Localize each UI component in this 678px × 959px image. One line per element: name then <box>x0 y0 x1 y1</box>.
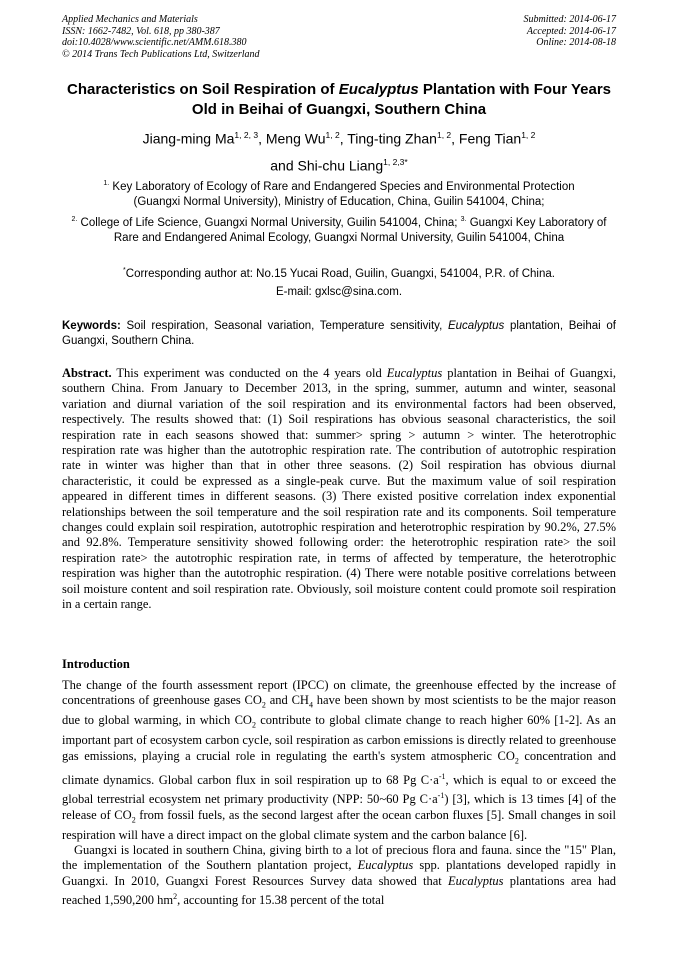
abstract-italic: Eucalyptus <box>386 366 443 380</box>
intro-p1-sup2: -1 <box>437 791 445 801</box>
author-3-sup: 1, 2 <box>436 130 452 140</box>
intro-p1-sub3: 2 <box>251 720 256 730</box>
intro-p1-d: contribute to global climate change to reach higher 60% [1-2]. As an important part of ecosystem carbon cycle, soil respiration as carbon emissions is directly related to greenhouse gas emissions, playing a crucial role in regulating the earth's system atmospheric CO <box>62 713 616 763</box>
intro-p2-b: spp. plantations developed rapidly in Guangxi. In 2010, Guangxi Forest Resources Survey data showed that <box>62 858 616 888</box>
journal-header <box>62 14 260 60</box>
abstract-block <box>62 366 616 613</box>
author-3: , Ting-ting Zhan <box>339 130 437 147</box>
submitted-date: Submitted: 2014-06-17 <box>523 14 616 25</box>
doi-line: doi:10.4028/www.scientific.net/AMM.618.380 <box>62 37 247 48</box>
intro-p2-italic-1: Eucalyptus <box>357 858 414 873</box>
keywords-text-1: Soil respiration, Seasonal variation, Temperature sensitivity, <box>120 320 448 332</box>
keywords-text-2: plantation, Beihai of Guangxi, Southern China. <box>62 320 617 347</box>
intro-p1-sub4: 2 <box>514 756 519 766</box>
intro-p1-h: from fossil fuels, as the second largest after the ocean carbon fluxes [5]. Small changes in soil respiration will have a direct impact on the global climate system and the carbon balance [6]. <box>62 807 616 842</box>
copyright-line: © 2014 Trans Tech Publications Ltd, Switzerland <box>62 48 260 60</box>
intro-p2-italic-2: Eucalyptus <box>448 873 504 888</box>
journal-name: Applied Mechanics and Materials <box>62 14 198 25</box>
affiliation-3-text: Guangxi Key Laboratory of Rare and Endangered Animal Ecology, Guangxi Normal University, Guilin 541004, China <box>113 216 607 244</box>
affiliation-2-3 <box>62 212 616 246</box>
author-1: Jiang-ming Ma <box>142 130 235 147</box>
affiliation-3-sup: 3. <box>460 216 467 223</box>
author-list <box>62 124 616 177</box>
dates-header <box>524 14 617 49</box>
author-5: and Shi-chu Liang <box>270 157 384 174</box>
keywords-label: Keywords: <box>62 320 121 332</box>
email-line: E-mail: gxlsc@sina.com. <box>275 286 403 298</box>
abstract-label: Abstract. <box>62 366 112 380</box>
intro-p2-sup1: 2 <box>173 892 178 902</box>
intro-p2-d: , accounting for 15.38 percent of the total <box>177 893 385 908</box>
abstract-paragraph <box>62 366 616 613</box>
title-italic: Eucalyptus <box>338 81 419 98</box>
author-5-sup: 1, 2,3* <box>383 156 408 167</box>
affiliation-1-sup: 1. <box>103 180 110 187</box>
intro-paragraph-1 <box>62 678 616 843</box>
affiliation-1-text: Key Laboratory of Ecology of Rare and Endangered Species and Environmental Protection (Guangxi Normal University), Ministry of Education, China, Guilin 541004, China; <box>109 180 575 208</box>
keywords-italic: Eucalyptus <box>447 320 505 332</box>
author-4-sup: 1, 2 <box>521 130 536 140</box>
title-text-2: Plantation with Four Years Old in Beihai of Guangxi, Southern China <box>191 81 612 118</box>
intro-p1-g: ) [3], which is 13 times [4] of the release of CO <box>62 792 616 822</box>
accepted-date: Accepted: 2014-06-17 <box>526 25 616 37</box>
introduction-heading: Introduction <box>62 657 130 671</box>
intro-p2-c: plantations area had reached 1,590,200 hm <box>62 873 616 908</box>
author-2: , Meng Wu <box>258 130 326 147</box>
intro-p1-sup1: -1 <box>438 771 446 781</box>
author-4: , Feng Tian <box>451 130 522 147</box>
title-text-1: Characteristics on Soil Respiration of <box>66 81 339 98</box>
author-1-sup: 1, 2, 3 <box>234 130 259 140</box>
intro-p1-e: concentration and climate dynamics. Global carbon flux in soil respiration up to 68 Pg C·a <box>62 748 616 787</box>
intro-p1-sub2: 4 <box>308 700 313 710</box>
intro-p1-sub1: 2 <box>261 700 266 710</box>
abstract-text-1: This experiment was conducted on the 4 years old <box>111 366 387 380</box>
affiliation-2-sup: 2. <box>71 216 78 223</box>
intro-p1-f: , which is equal to or exceed the global terrestrial ecosystem net primary productivity (NPP: 50~60 Pg C·a <box>62 772 616 807</box>
intro-p1-a: The change of the fourth assessment report (IPCC) on climate, the greenhouse effected by the increase of concentrations of greenhouse gases CO <box>62 678 616 708</box>
affiliation-2-text: College of Life Science, Guangxi Normal University, Guilin 541004, China; <box>77 216 461 229</box>
corresponding-author <box>62 263 616 282</box>
introduction-body <box>62 678 616 909</box>
corresponding-sup: * <box>123 267 126 274</box>
corresponding-text: Corresponding author at: No.15 Yucai Road, Guilin, Guangxi, 541004, P.R. of China. <box>125 267 555 280</box>
affiliation-1 <box>80 176 598 210</box>
intro-p1-c: have been shown by most scientists to be the major reason due to global warming, in which CO <box>62 693 616 728</box>
intro-paragraph-2 <box>62 843 616 909</box>
issn-line: ISSN: 1662-7482, Vol. 618, pp 380-387 <box>62 25 220 37</box>
abstract-text-2: plantation in Beihai of Guangxi, southern China. From January to December 2013, in the spring, summer, autumn and winter, seasonal variation and diurnal variation of the soil respiration and its environmental factors had been observed, respectively. The results showed that: (1) Soil respirations has obvious seasonal characteristics, the soil respiration rate in each seasons showed that: summer> spring > autumn > winter. The heterotrophic respiration rate was higher than the autotrophic respiration rate. The contribution of autotrophic respiration rate in winter was higher than that in other three seasons. (2) Soil respiration has obvious diurnal characteristic, it could be expressed as a single-peak curve. But the maximum value of soil respiration appeared in different times in different seasons. (3) There existed positive correlation index exponential relationships between the soil temperature and the soil respiration rate and its components. Soil temperature changes could explain soil respiration, autotrophic respiration and heterotrophic respiration by 90.2%, 27.5% and 92.8%. Temperature sensitivity showed following order: the heterotrophic respiration rate> the soil respiration rate> the autotrophic respiration rate, in terms of affected by temperature, the heterotrophic respiration was higher than the autotrophic respiration. (4) There were notable positive correlations between soil moisture content and soil respiration rate. Obviously, soil moisture content could promote soil respiration in a certain range. <box>62 366 616 612</box>
keywords-block <box>62 319 616 349</box>
intro-p2-a: Guangxi is located in southern China, giving birth to a lot of precious flora and fauna. since the "15" Plan, the implementation of the Southern plantation project, <box>62 842 616 873</box>
paper-title <box>62 80 616 120</box>
online-date: Online: 2014-08-18 <box>536 37 616 48</box>
author-2-sup: 1, 2 <box>325 130 340 140</box>
intro-p1-sub5: 2 <box>131 815 136 825</box>
intro-p1-b: and CH <box>265 693 309 708</box>
